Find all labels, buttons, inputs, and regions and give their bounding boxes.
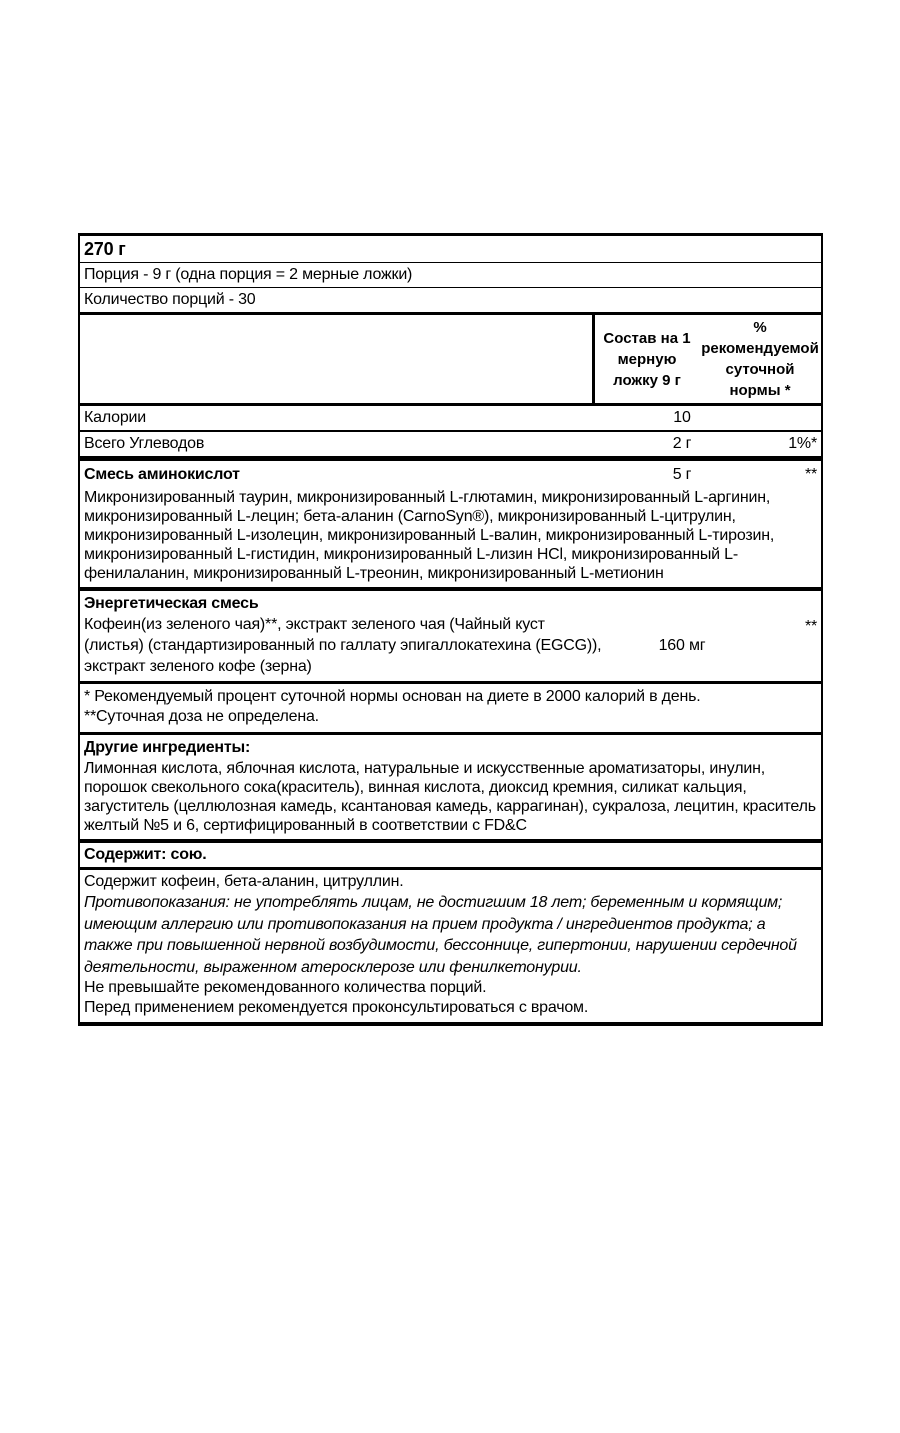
table-row-calories	[80, 406, 821, 432]
nutrient-value: 10	[673, 409, 691, 426]
section-title: Другие ингредиенты:	[84, 739, 251, 756]
energy-blend-ingredients: Кофеин(из зеленого чая)**, экстракт зеленого чая (Чайный куст (листья) (стандартизированный по галлату эпигаллокатехина (EGCG)), экстракт зеленого кофе (зерна)	[84, 616, 602, 675]
contraindications: Противопоказания: не употреблять лицам, не достигшим 18 лет; беременным и кормящим; имеющим аллергию или противопоказания на прием продукта / ингредиентов продукта; а также при повышенной нервной возбудимости, бессоннице, гипертонии, нарушении сердечной деятельности, выраженном атеросклерозе или фенилкетонурии.	[84, 894, 797, 976]
nutrient-value: 5 г	[672, 466, 692, 483]
do-not-exceed-note: Не превышайте рекомендованного количества порций.	[84, 979, 487, 996]
nutrient-dv: **	[804, 466, 817, 483]
table-row-carbohydrates	[80, 432, 821, 461]
product-weight: 270 г	[80, 236, 821, 263]
other-ingredients-section	[80, 735, 821, 843]
nutrient-name: Калории	[84, 409, 147, 426]
footnotes	[80, 684, 821, 735]
nutrient-value: 2 г	[672, 435, 692, 452]
header-empty-cell	[80, 315, 595, 403]
energy-blend-row	[80, 614, 821, 681]
allergen-statement: Содержит: сою.	[80, 843, 821, 870]
footnote-not-established: **Суточная доза не определена.	[84, 708, 319, 725]
amino-blend-row	[80, 461, 821, 487]
serving-size: Порция - 9 г (одна порция = 2 мерные ложки)	[80, 263, 821, 288]
contains-note: Содержит кофеин, бета-аланин, цитруллин.	[84, 873, 404, 890]
nutrient-value: 160 мг	[658, 636, 706, 654]
other-ingredients-text: Лимонная кислота, яблочная кислота, натуральные и искусственные ароматизаторы, инулин, порошок свекольного сока(краситель), винная кислота, диоксид кремния, силикат кальция, загуститель (целлюлозная камедь, ксантановая камедь, каррагинан), сукралоза, лецитин, краситель желтый №5 и 6, сертифицированный в соответствии с FD&C	[84, 760, 816, 834]
section-title: Смесь аминокислот	[84, 466, 240, 483]
nutrient-name: Всего Углеводов	[84, 435, 205, 452]
nutrition-label	[78, 233, 823, 1026]
warnings-section	[80, 870, 821, 1022]
table-header	[80, 315, 821, 406]
section-title: Энергетическая смесь	[84, 595, 259, 612]
servings-per-container: Количество порций - 30	[80, 288, 821, 315]
footnote-daily-value: * Рекомендуемый процент суточной нормы основан на диете в 2000 калорий в день.	[84, 688, 701, 705]
amino-blend-ingredients: Микронизированный таурин, микронизированный L-глютамин, микронизированный L-аргинин, микронизированный L-лецин; бета-аланин (CarnoSyn®), микронизированный L-цитрулин, микронизированный L-изолецин, микронизированный L-валин, микронизированный L-тирозин, микронизированный L-гистидин, микронизированный L-лизин HCl, микронизированный L-фенилаланин, микронизированный L-треонин, микронизированный L-метионин	[84, 489, 775, 582]
nutrient-dv: 1%*	[788, 435, 817, 452]
column-header-composition: Состав на 1 мерную ложку 9 г	[603, 329, 691, 389]
column-header-daily-value: % рекомендуемой суточной нормы *	[701, 319, 819, 399]
nutrient-dv: **	[804, 618, 817, 635]
amino-blend-section	[80, 461, 821, 591]
consult-doctor-note: Перед применением рекомендуется проконсультироваться с врачом.	[84, 999, 589, 1016]
nutrient-dv	[757, 408, 817, 428]
energy-blend-section	[80, 591, 821, 684]
